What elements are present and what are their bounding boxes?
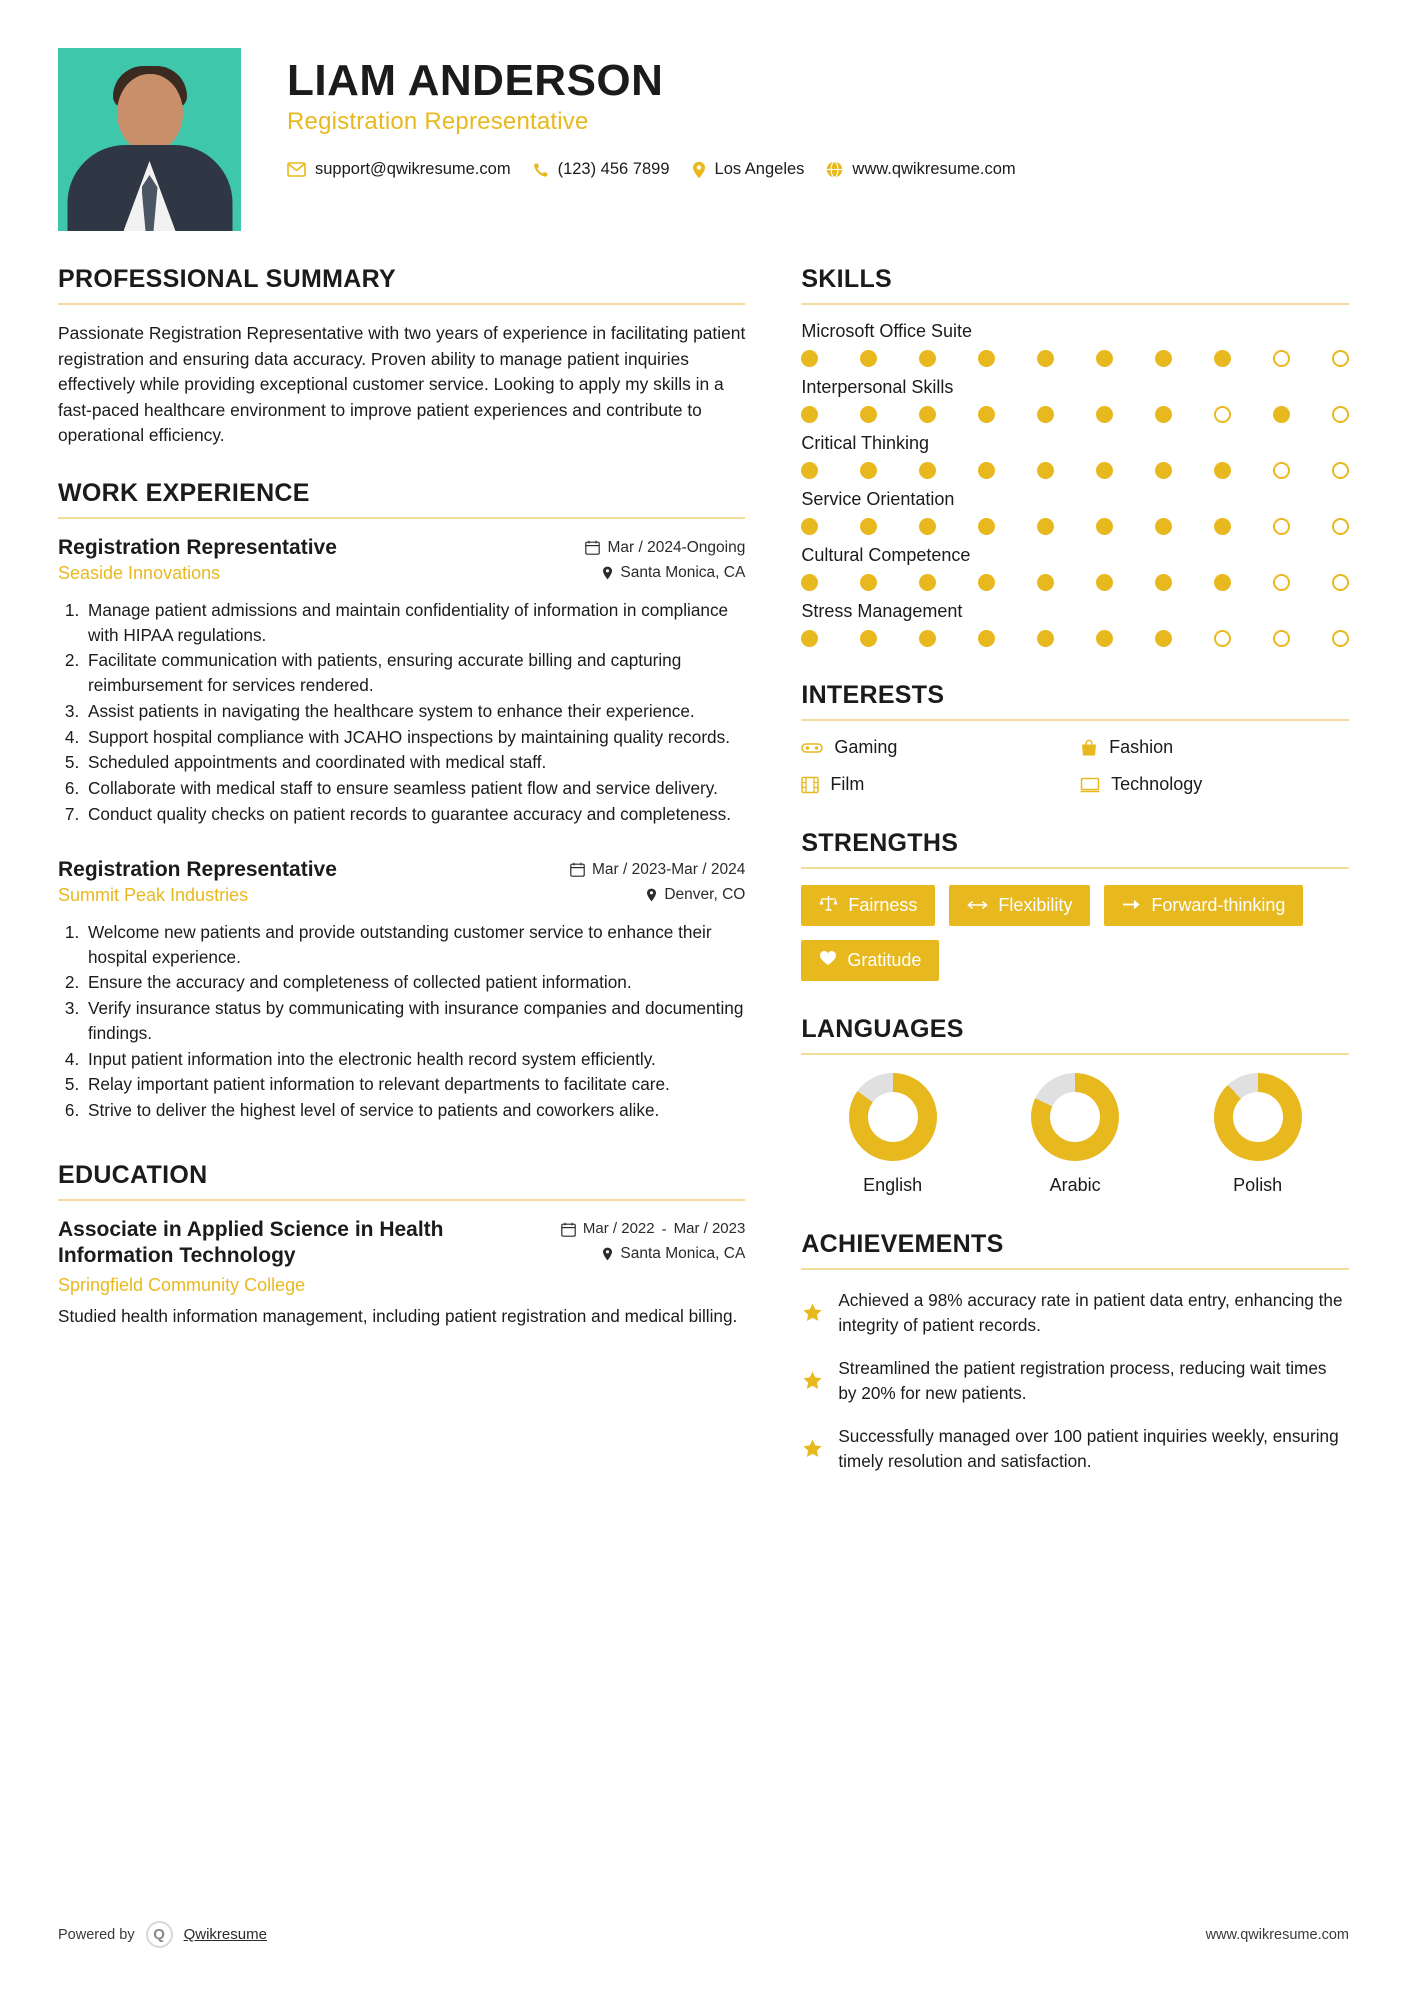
language-donut — [849, 1073, 937, 1161]
section-title-work: WORK EXPERIENCE — [58, 478, 310, 507]
page-footer — [58, 1921, 1349, 1948]
strength-label: Forward-thinking — [1151, 895, 1286, 915]
duty-item: 3. Assist patients in navigating the healthcare system to enhance their experience. — [84, 699, 745, 724]
gaming-icon — [801, 741, 823, 755]
rating-dot — [1155, 462, 1172, 479]
education-meta — [561, 1217, 745, 1270]
rating-dot — [801, 630, 818, 647]
duty-item: 7. Conduct quality checks on patient records to guarantee accuracy and completeness. — [84, 802, 745, 827]
rating-dot — [801, 406, 818, 423]
achievement-item — [801, 1288, 1349, 1338]
film-icon — [801, 776, 819, 794]
rating-dot — [1096, 518, 1113, 535]
education-date-start: Mar / 2022 — [582, 1220, 655, 1237]
footer-site[interactable]: www.qwikresume.com — [1205, 1926, 1349, 1943]
rating-dot — [1273, 518, 1290, 535]
divider — [801, 303, 1349, 305]
job-dates: Mar / 2023-Mar / 2024 — [591, 860, 746, 878]
rating-dot — [919, 630, 936, 647]
section-title-skills: SKILLS — [801, 265, 893, 293]
avatar-head — [117, 74, 183, 152]
duty-item: 6. Collaborate with medical staff to ensure seamless patient flow and service delivery. — [84, 776, 745, 801]
email-icon — [287, 162, 306, 177]
rating-dot — [1155, 406, 1172, 423]
skill-label: Interpersonal Skills — [801, 377, 954, 397]
achievement-text: Achieved a 98% accuracy rate in patient data entry, enhancing the integrity of patient records. — [838, 1290, 1343, 1335]
duty-item: 1. Manage patient admissions and maintain confidentiality of information in compliance with HIPAA regulations. — [84, 598, 745, 648]
rating-dot — [1332, 574, 1349, 591]
location-icon — [692, 161, 706, 179]
calendar-icon — [561, 1222, 576, 1237]
globe-icon — [826, 161, 843, 178]
job-meta — [570, 857, 745, 911]
duty-item: 2. Ensure the accuracy and completeness of collected patient information. — [84, 970, 745, 995]
rating-dot — [919, 574, 936, 591]
education-date-sep: - — [661, 1220, 667, 1238]
rating-dot — [1214, 518, 1231, 535]
divider — [801, 867, 1349, 869]
rating-dot — [1155, 518, 1172, 535]
language-label: Polish — [1233, 1175, 1283, 1195]
rating-dot — [1096, 350, 1113, 367]
star-icon — [801, 1424, 824, 1474]
work-experience-section — [58, 479, 745, 1123]
pin-icon — [602, 566, 613, 580]
job-company: Seaside Innovations — [58, 563, 221, 584]
job-duties — [84, 920, 745, 1123]
resume-body — [58, 265, 1349, 1474]
job-title: Registration Representative — [58, 857, 337, 881]
section-title-summary: PROFESSIONAL SUMMARY — [58, 265, 396, 293]
duty-item: 5. Relay important patient information to relevant departments to facilitate care. — [84, 1072, 745, 1097]
strength-label: Fairness — [848, 895, 918, 915]
rating-dot — [978, 350, 995, 367]
contact-website[interactable] — [826, 160, 1015, 179]
rating-dot — [1155, 574, 1172, 591]
duty-item: 6. Strive to deliver the highest level of service to patients and coworkers alike. — [84, 1098, 745, 1123]
achievements-section — [801, 1230, 1349, 1474]
skill-rating — [801, 350, 1349, 367]
rating-dot — [1332, 350, 1349, 367]
skill-item — [801, 377, 1349, 423]
section-title-education: EDUCATION — [58, 1160, 208, 1189]
star-icon — [801, 1288, 824, 1338]
pin-icon — [602, 1247, 613, 1261]
interest-item — [801, 774, 1070, 795]
rating-dot — [1214, 350, 1231, 367]
avatar — [58, 48, 241, 231]
rating-dot — [978, 462, 995, 479]
rating-dot — [1214, 574, 1231, 591]
education-description: Studied health information management, including patient registration and medical billing. — [58, 1306, 738, 1327]
strength-chip — [801, 940, 939, 981]
skill-rating — [801, 462, 1349, 479]
interest-item — [801, 737, 1070, 758]
skill-item — [801, 601, 1349, 647]
rating-dot — [1273, 462, 1290, 479]
interest-label: Gaming — [834, 737, 898, 757]
footer-brand — [58, 1921, 267, 1948]
language-item — [1183, 1073, 1333, 1196]
rating-dot — [801, 462, 818, 479]
rating-dot — [1332, 406, 1349, 423]
resume-header — [58, 48, 1349, 249]
skill-label: Critical Thinking — [801, 433, 930, 453]
rating-dot — [801, 574, 818, 591]
rating-dot — [801, 350, 818, 367]
interest-label: Film — [830, 774, 865, 794]
rating-dot — [919, 462, 936, 479]
powered-by-label: Powered by — [58, 1926, 135, 1943]
education-section — [58, 1161, 745, 1329]
achievement-item — [801, 1424, 1349, 1474]
divider — [801, 1268, 1349, 1270]
contact-email-text: support@qwikresume.com — [315, 160, 511, 179]
duty-item: 1. Welcome new patients and provide outstanding customer service to enhance their hospital experience. — [84, 920, 745, 970]
job-dates: Mar / 2024-Ongoing — [607, 538, 746, 556]
rating-dot — [978, 518, 995, 535]
scales-icon — [819, 895, 838, 916]
job-company: Summit Peak Industries — [58, 885, 249, 906]
rating-dot — [919, 518, 936, 535]
skill-item — [801, 489, 1349, 535]
strengths-section — [801, 829, 1349, 981]
contact-location-text: Los Angeles — [714, 160, 805, 179]
skill-rating — [801, 518, 1349, 535]
divider — [801, 719, 1349, 721]
divider — [58, 303, 745, 305]
education-school: Springfield Community College — [58, 1275, 306, 1296]
language-label: English — [863, 1175, 923, 1195]
strength-label: Gratitude — [847, 950, 922, 970]
section-title-interests: INTERESTS — [801, 681, 945, 709]
strength-chip — [949, 885, 1090, 926]
rating-dot — [919, 406, 936, 423]
languages-list — [801, 1073, 1349, 1196]
strength-chip — [1104, 885, 1303, 926]
achievement-item — [801, 1356, 1349, 1406]
skill-item — [801, 321, 1349, 367]
rating-dot — [1214, 462, 1231, 479]
rating-dot — [1273, 406, 1290, 423]
calendar-icon — [585, 540, 600, 555]
interest-item — [1080, 737, 1349, 758]
star-icon — [801, 1356, 824, 1406]
fashion-icon — [1080, 739, 1098, 757]
skill-rating — [801, 406, 1349, 423]
rating-dot — [919, 350, 936, 367]
skill-item — [801, 545, 1349, 591]
interest-item — [1080, 774, 1349, 795]
interest-label: Fashion — [1109, 737, 1174, 757]
job-entry — [58, 535, 745, 827]
rating-dot — [1037, 462, 1054, 479]
rating-dot — [1214, 406, 1231, 423]
rating-dot — [1332, 462, 1349, 479]
rating-dot — [860, 350, 877, 367]
heart-icon — [819, 950, 837, 971]
education-degree: Associate in Applied Science in Health Information Technology — [58, 1217, 444, 1268]
rating-dot — [801, 518, 818, 535]
rating-dot — [1096, 406, 1113, 423]
rating-dot — [978, 406, 995, 423]
divider — [58, 517, 745, 519]
qwikresume-logo-icon: Q — [146, 1921, 173, 1948]
rating-dot — [1155, 630, 1172, 647]
skill-item — [801, 433, 1349, 479]
rating-dot — [1273, 574, 1290, 591]
arrow-icon — [967, 895, 988, 916]
rating-dot — [978, 630, 995, 647]
language-item — [1000, 1073, 1150, 1196]
strengths-list — [801, 885, 1349, 981]
summary-text: Passionate Registration Representative with two years of experience in facilitating patient registration and ensuring data accuracy. Proven ability to manage patient inquiries effectively while providing exceptional customer service. Looking to apply my skills in a fast-paced healthcare environment to improve patient experiences and contribute to operational efficiency. — [58, 323, 746, 446]
education-location: Santa Monica, CA — [620, 1244, 746, 1262]
job-location: Santa Monica, CA — [620, 563, 746, 581]
contact-email[interactable] — [287, 160, 511, 179]
rating-dot — [1096, 574, 1113, 591]
qwikresume-brand-link[interactable]: Qwikresume — [183, 1926, 267, 1943]
calendar-icon — [570, 862, 585, 877]
divider — [801, 1053, 1349, 1055]
rating-dot — [1273, 630, 1290, 647]
achievement-text: Streamlined the patient registration process, reducing wait times by 20% for new patients. — [838, 1357, 1327, 1403]
rating-dot — [1096, 462, 1113, 479]
contact-row — [287, 160, 1349, 179]
duty-item: 4. Support hospital compliance with JCAHO inspections by maintaining quality records. — [84, 725, 745, 750]
language-item — [818, 1073, 968, 1196]
left-column — [58, 265, 791, 1474]
rating-dot — [860, 574, 877, 591]
rating-dot — [1037, 630, 1054, 647]
arrow-right-icon — [1122, 895, 1141, 916]
language-label: Arabic — [1049, 1175, 1101, 1195]
interests-section — [801, 681, 1349, 795]
section-title-languages: LANGUAGES — [801, 1015, 964, 1043]
job-location: Denver, CO — [664, 885, 746, 903]
section-title-strengths: STRENGTHS — [801, 829, 959, 857]
skills-list — [801, 321, 1349, 647]
strength-chip — [801, 885, 935, 926]
technology-icon — [1080, 777, 1100, 793]
languages-section — [801, 1015, 1349, 1196]
skill-label: Service Orientation — [801, 489, 955, 509]
rating-dot — [1037, 406, 1054, 423]
achievement-text: Successfully managed over 100 patient inquiries weekly, ensuring timely resolution and satisfaction. — [838, 1425, 1339, 1471]
rating-dot — [1214, 630, 1231, 647]
duty-item: 2. Facilitate communication with patients, ensuring accurate billing and capturing reimbursement for services rendered. — [84, 648, 745, 698]
strength-label: Flexibility — [998, 895, 1073, 915]
rating-dot — [860, 630, 877, 647]
skill-label: Microsoft Office Suite — [801, 321, 973, 341]
duty-item: 5. Scheduled appointments and coordinated with medical staff. — [84, 750, 745, 775]
rating-dot — [860, 406, 877, 423]
rating-dot — [860, 462, 877, 479]
language-donut — [1031, 1073, 1119, 1161]
rating-dot — [978, 574, 995, 591]
pin-icon — [646, 888, 657, 902]
rating-dot — [1037, 574, 1054, 591]
skill-rating — [801, 630, 1349, 647]
skill-label: Stress Management — [801, 601, 963, 621]
duty-item: 3. Verify insurance status by communicating with insurance companies and documenting findings. — [84, 996, 745, 1046]
section-title-achievements: ACHIEVEMENTS — [801, 1230, 1004, 1258]
contact-phone[interactable] — [533, 160, 670, 179]
rating-dot — [1037, 350, 1054, 367]
job-title: Registration Representative — [58, 535, 337, 559]
language-donut — [1214, 1073, 1302, 1161]
header-text — [241, 48, 1349, 179]
job-duties — [84, 598, 745, 827]
contact-location[interactable] — [692, 160, 805, 179]
education-date-end: Mar / 2023 — [673, 1220, 746, 1237]
rating-dot — [1096, 630, 1113, 647]
rating-dot — [1332, 630, 1349, 647]
phone-icon — [533, 162, 549, 178]
rating-dot — [1332, 518, 1349, 535]
rating-dot — [1273, 350, 1290, 367]
right-column — [791, 265, 1349, 1474]
interest-label: Technology — [1111, 774, 1203, 794]
rating-dot — [1155, 350, 1172, 367]
skill-label: Cultural Competence — [801, 545, 971, 565]
duty-item: 4. Input patient information into the electronic health record system efficiently. — [84, 1047, 745, 1072]
candidate-name: LIAM ANDERSON — [287, 56, 664, 105]
rating-dot — [860, 518, 877, 535]
job-meta — [585, 535, 745, 589]
skill-rating — [801, 574, 1349, 591]
contact-website-text: www.qwikresume.com — [852, 160, 1016, 179]
divider — [58, 1199, 745, 1201]
rating-dot — [1037, 518, 1054, 535]
contact-phone-text: (123) 456 7899 — [557, 160, 670, 179]
job-entry — [58, 857, 745, 1123]
interests-grid — [801, 737, 1349, 795]
candidate-role: Registration Representative — [287, 108, 589, 136]
